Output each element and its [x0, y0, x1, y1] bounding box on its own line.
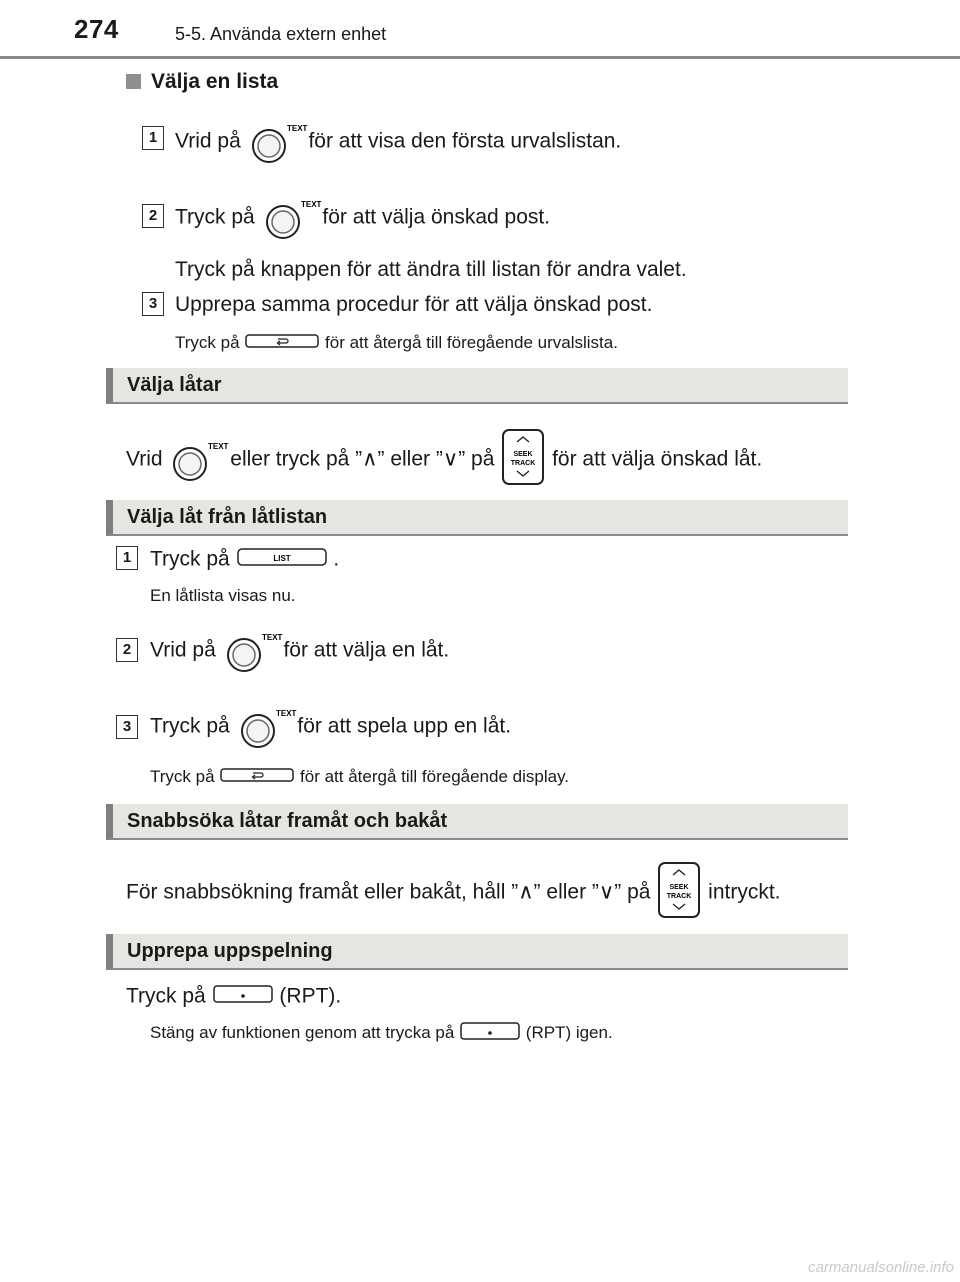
step-line: Tryck på TEXT för att välja önskad post. — [175, 198, 550, 238]
note-text: Tryck på för att återgå till föregående urvalslista. — [175, 333, 618, 354]
watermark: carmanualsonline.info — [808, 1259, 954, 1276]
section-band-song-list: Välja låt från låtlistan — [106, 500, 848, 536]
section-band-repeat: Upprepa uppspelning — [106, 934, 848, 970]
seek-track-button-icon — [656, 860, 702, 926]
note-text: Stäng av funktionen genom att trycka på (RPT) igen. — [150, 1020, 613, 1047]
step-number-1: 1 — [116, 546, 138, 570]
step-line: Tryck på LIST . — [150, 546, 339, 574]
tune-knob-icon — [222, 631, 283, 671]
note-text: Tryck på för att återgå till föregående display. — [150, 767, 569, 788]
tune-knob-icon — [247, 122, 308, 162]
repeat-button-icon — [212, 983, 274, 1011]
svg-text:SEEK: SEEK — [669, 884, 689, 891]
svg-text:TEXT: TEXT — [208, 442, 229, 451]
step-number-2: 2 — [116, 638, 138, 662]
square-bullet-icon — [126, 74, 141, 89]
tune-knob-icon — [261, 198, 322, 238]
instruction-text: Vrid TEXT eller tryck på ”∧” eller ”∨” på SEEK TRACK för att välja önskad låt. — [126, 427, 762, 493]
svg-text:TEXT: TEXT — [300, 200, 322, 209]
list-button-icon — [236, 546, 328, 574]
step-number-3: 3 — [142, 292, 164, 316]
svg-text:TRACK: TRACK — [511, 460, 536, 467]
tune-knob-icon — [168, 440, 229, 480]
page-number: 274 — [74, 14, 119, 44]
note-text: En låtlista visas nu. — [150, 586, 296, 605]
instruction-text: Tryck på (RPT). — [126, 983, 341, 1011]
step-line: Upprepa samma procedur för att välja önskad post. — [175, 293, 653, 316]
tune-knob-icon — [236, 707, 297, 747]
back-button-icon — [244, 333, 320, 354]
svg-text:SEEK: SEEK — [513, 451, 533, 458]
subheading-select-list: Välja en lista — [126, 70, 278, 94]
svg-text:TRACK: TRACK — [667, 893, 692, 900]
svg-text:TEXT: TEXT — [261, 633, 283, 642]
back-button-icon — [219, 767, 295, 788]
step-line: Vrid på TEXT för att välja en låt. — [150, 631, 449, 671]
instruction-text: För snabbsökning framåt eller bakåt, håll ”∧” eller ”∨” på SEEK TRACK intryckt. — [126, 860, 781, 926]
section-band-select-songs: Välja låtar — [106, 368, 848, 404]
step-number-1: 1 — [142, 126, 164, 150]
svg-text:LIST: LIST — [272, 554, 291, 563]
svg-text:TEXT: TEXT — [286, 124, 308, 133]
step-number-2: 2 — [142, 204, 164, 228]
step-number-3: 3 — [116, 715, 138, 739]
svg-text:TEXT: TEXT — [275, 709, 297, 718]
seek-track-button-icon — [500, 427, 546, 493]
header-rule — [0, 56, 960, 59]
step-line: Vrid på TEXT för att visa den första urvalslistan. — [175, 122, 621, 162]
chapter-title: 5-5. Använda extern enhet — [175, 24, 387, 44]
step-line: Tryck på TEXT för att spela upp en låt. — [150, 707, 511, 747]
repeat-button-icon — [459, 1020, 521, 1047]
instruction-text: Tryck på knappen för att ändra till listan för andra valet. — [175, 258, 687, 281]
section-band-fast-search: Snabbsöka låtar framåt och bakåt — [106, 804, 848, 840]
